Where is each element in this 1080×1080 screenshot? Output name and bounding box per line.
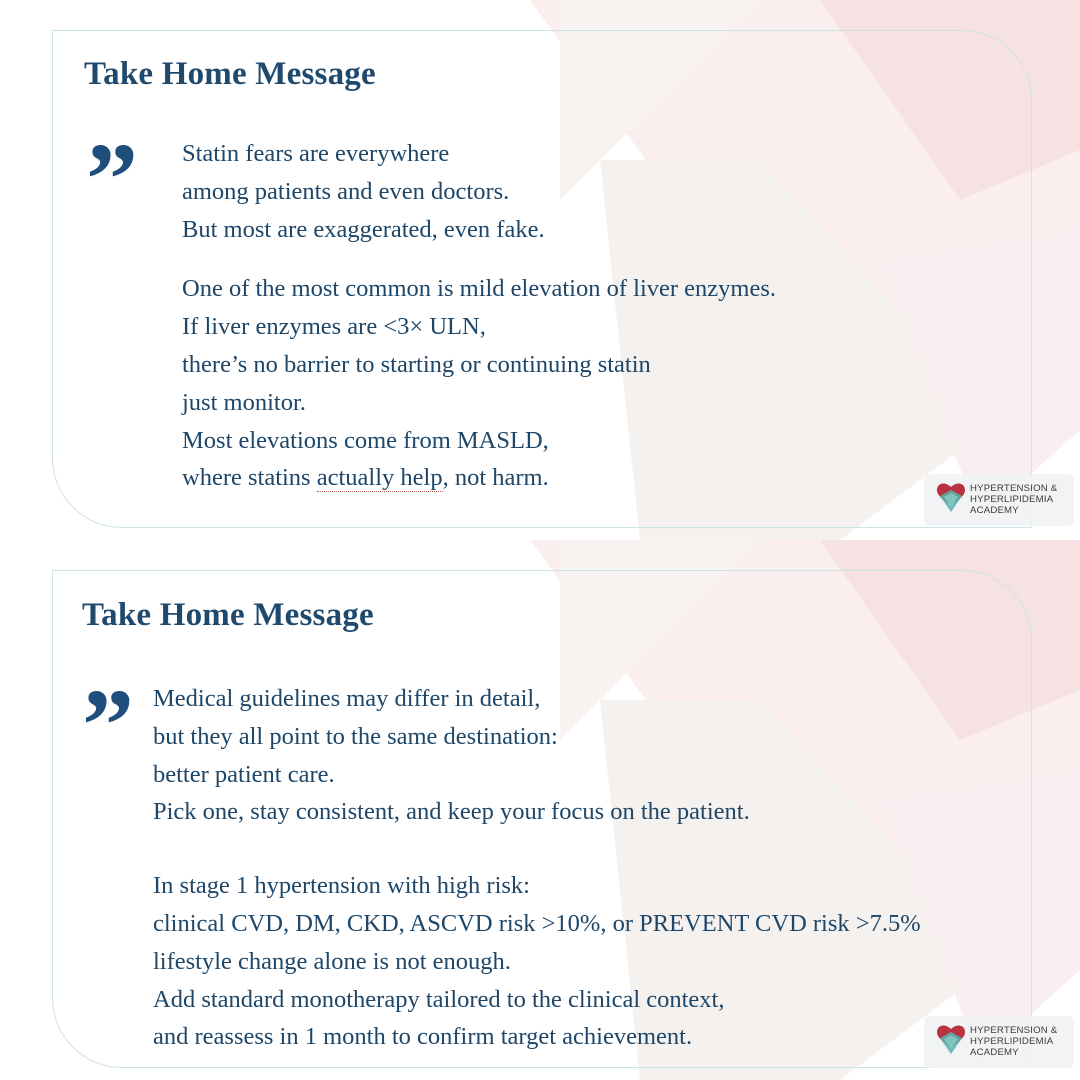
slide-title: Take Home Message: [84, 56, 376, 92]
underlined-phrase: actually help: [316, 464, 443, 492]
message-line: One of the most common is mild elevation of liver enzymes.: [182, 275, 776, 303]
quotation-mark-icon: ”: [86, 122, 138, 237]
academy-logo: [924, 474, 1074, 526]
message-line: clinical CVD, DM, CKD, ASCVD risk >10%, or PREVENT CVD risk >7.5%: [153, 909, 921, 937]
heart-logo-icon: [934, 1022, 968, 1058]
message-line: Medical guidelines may differ in detail,: [153, 685, 541, 712]
message-line: and reassess in 1 month to confirm target achievement.: [153, 1023, 693, 1051]
logo-text: [970, 1025, 1057, 1059]
logo-line: HYPERTENSION &: [970, 1025, 1058, 1036]
message-body: [182, 135, 776, 497]
message-line: lifestyle change alone is not enough.: [153, 947, 511, 975]
message-line: but they all point to the same destination:: [153, 722, 558, 750]
logo-line: ACADEMY: [970, 505, 1019, 517]
slide-2: [0, 540, 1080, 1080]
message-line: But most are exaggerated, even fake.: [182, 215, 545, 243]
message-line: there’s no barrier to starting or continuing statin: [182, 350, 651, 378]
logo-line: ACADEMY: [970, 1047, 1019, 1059]
heart-logo-icon: [934, 480, 968, 516]
message-line: In stage 1 hypertension with high risk:: [153, 872, 530, 900]
message-line: If liver enzymes are <3× ULN,: [182, 313, 486, 341]
message-line-last: [182, 459, 776, 497]
message-line: Most elevations come from MASLD,: [182, 426, 549, 454]
message-line: Pick one, stay consistent, and keep your focus on the patient.: [153, 798, 750, 826]
logo-line: HYPERLIPIDEMIA: [970, 494, 1054, 506]
logo-line: HYPERTENSION &: [970, 483, 1058, 494]
logo-line: HYPERLIPIDEMIA: [970, 1036, 1054, 1048]
academy-logo: [924, 1016, 1074, 1068]
message-line: among patients and even doctors.: [182, 177, 510, 205]
slide-title: Take Home Message: [82, 597, 374, 633]
message-line: Add standard monotherapy tailored to the clinical context,: [153, 985, 725, 1013]
quotation-mark-icon: ”: [82, 668, 134, 783]
message-line: Statin fears are everywhere: [182, 140, 450, 167]
message-line: just monitor.: [182, 388, 306, 416]
message-text: where statins: [182, 464, 317, 492]
message-body: [153, 680, 921, 1056]
message-line: better patient care.: [153, 760, 335, 788]
message-text: , not harm.: [442, 464, 549, 492]
logo-text: [970, 483, 1057, 517]
